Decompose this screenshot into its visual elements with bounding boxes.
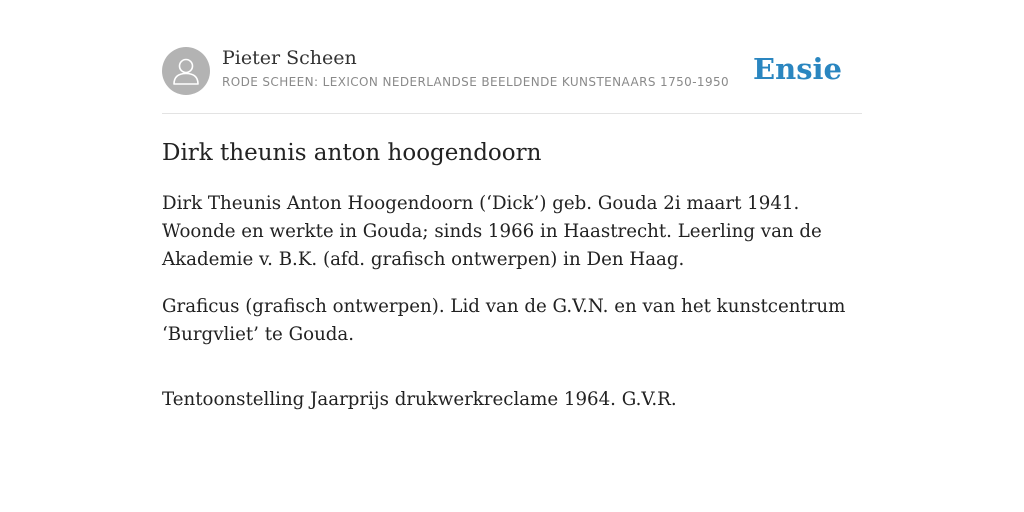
article-header xyxy=(162,47,862,97)
article-title: Dirk theunis anton hoogendoorn xyxy=(162,140,542,166)
ensie-logo[interactable]: Ensie xyxy=(753,52,842,86)
header-divider xyxy=(162,113,862,114)
source-label[interactable]: RODE SCHEEN: LEXICON NEDERLANDSE BEELDENDE KUNSTENAARS 1750-1950 xyxy=(222,75,730,89)
article-paragraph: Dirk Theunis Anton Hoogendoorn (‘Dick’) geb. Gouda 2i maart 1941. Woonde en werkte in Gouda; sinds 1966 in Haastrecht. Leerling van de Akademie v. B.K. (afd. grafisch ontwerpen) in Den Haag. xyxy=(162,193,822,270)
author-name[interactable]: Pieter Scheen xyxy=(222,47,357,69)
person-outline-icon xyxy=(162,47,210,95)
article-card xyxy=(162,0,862,512)
article-paragraph: Tentoonstelling Jaarprijs drukwerkreclame 1964. G.V.R. xyxy=(162,389,677,410)
article-paragraph: Graficus (grafisch ontwerpen). Lid van de G.V.N. en van het kunstcentrum ‘Burgvliet’ te Gouda. xyxy=(162,296,846,345)
article-body xyxy=(162,190,862,433)
user-avatar-icon[interactable] xyxy=(162,47,210,95)
